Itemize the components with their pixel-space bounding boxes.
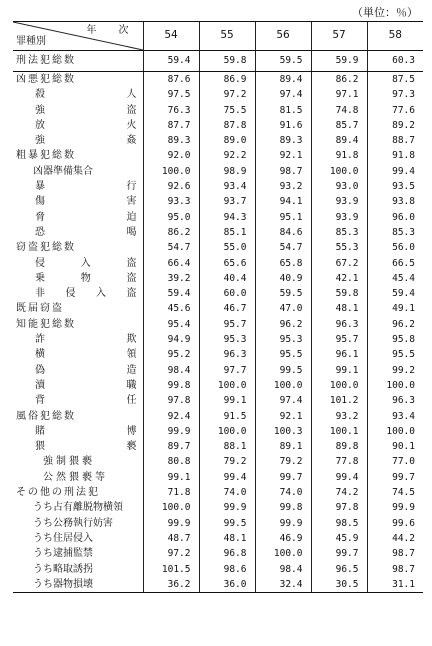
cell-value: 89.3: [143, 133, 199, 148]
cell-value: 99.5: [199, 516, 255, 531]
cell-value: 99.7: [311, 546, 367, 561]
table-row: [13, 516, 423, 531]
year-54: 54: [143, 22, 199, 51]
cell-value: 40.9: [255, 271, 311, 286]
cell-value: 95.1: [255, 210, 311, 225]
cell-value: 92.1: [255, 409, 311, 424]
table-row: [13, 500, 423, 515]
year-58: 58: [367, 22, 423, 51]
cell-value: 88.7: [367, 133, 423, 148]
cell-value: 97.2: [199, 87, 255, 102]
cell-value: 96.3: [311, 317, 367, 332]
cell-value: 30.5: [311, 577, 367, 593]
table-row: [13, 103, 423, 118]
cell-value: 46.7: [199, 301, 255, 316]
cell-value: 91.8: [367, 148, 423, 163]
cell-value: 100.1: [311, 424, 367, 439]
cell-value: 96.2: [255, 317, 311, 332]
row-label: 乗 物 盗: [35, 272, 137, 284]
cell-value: 96.0: [367, 210, 423, 225]
row-label: 窃盗犯総数: [16, 242, 76, 254]
row-label: 風俗犯総数: [16, 410, 76, 422]
table-row: [13, 118, 423, 133]
cell-value: 99.9: [255, 516, 311, 531]
row-label: 凶悪犯総数: [16, 74, 76, 85]
cell-value: 60.3: [367, 51, 423, 72]
cell-value: 96.3: [367, 393, 423, 408]
cell-value: 40.4: [199, 271, 255, 286]
cell-value: 66.4: [143, 256, 199, 271]
table-row: [13, 424, 423, 439]
table-row: [13, 393, 423, 408]
cell-value: 84.6: [255, 225, 311, 240]
cell-value: 90.1: [367, 439, 423, 454]
cell-value: 59.8: [199, 51, 255, 72]
cell-value: 49.1: [367, 301, 423, 316]
row-label: 粗暴犯総数: [16, 150, 76, 162]
cell-value: 74.8: [311, 103, 367, 118]
cell-value: 98.9: [199, 164, 255, 179]
row-label: 賭 博: [35, 425, 137, 437]
row-label: うち略取誘拐: [33, 563, 93, 575]
cell-value: 87.5: [367, 72, 423, 88]
cell-value: 59.5: [255, 51, 311, 72]
cell-value: 100.0: [367, 424, 423, 439]
row-label: うち占有離脱物横領: [33, 502, 123, 514]
row-label: 強制猥褻: [43, 456, 95, 468]
cell-value: 66.5: [367, 256, 423, 271]
header-corner: [13, 22, 143, 51]
cell-value: 93.4: [199, 179, 255, 194]
cell-value: 99.8: [143, 378, 199, 393]
row-label: 暴 行: [35, 181, 137, 193]
cell-value: 31.1: [367, 577, 423, 593]
cell-value: 89.2: [367, 118, 423, 133]
cell-value: 93.9: [311, 194, 367, 209]
cell-value: 99.4: [311, 470, 367, 485]
row-label: うち逮捕監禁: [33, 548, 93, 560]
cell-value: 97.8: [311, 500, 367, 515]
cell-value: 59.8: [311, 286, 367, 301]
cell-value: 45.9: [311, 531, 367, 546]
cell-value: 97.3: [367, 87, 423, 102]
cell-value: 92.2: [199, 148, 255, 163]
cell-value: 71.8: [143, 485, 199, 500]
cell-value: 59.4: [367, 286, 423, 301]
cell-value: 48.1: [311, 301, 367, 316]
cell-value: 77.8: [311, 454, 367, 469]
cell-value: 92.0: [143, 148, 199, 163]
table-row: [13, 51, 423, 72]
cell-value: 87.6: [143, 72, 199, 88]
table-row: [13, 546, 423, 561]
cell-value: 92.4: [143, 409, 199, 424]
cell-value: 65.6: [199, 256, 255, 271]
cell-value: 95.0: [143, 210, 199, 225]
cell-value: 98.7: [255, 164, 311, 179]
cell-value: 99.7: [367, 470, 423, 485]
cell-value: 96.2: [367, 317, 423, 332]
cell-value: 96.8: [199, 546, 255, 561]
cell-value: 93.3: [143, 194, 199, 209]
cell-value: 100.0: [367, 378, 423, 393]
cell-value: 77.6: [367, 103, 423, 118]
table-row: [13, 577, 423, 593]
row-label: 背 任: [35, 395, 137, 407]
cell-value: 74.2: [311, 485, 367, 500]
cell-value: 99.4: [367, 164, 423, 179]
table-row: [13, 286, 423, 301]
cell-value: 88.1: [199, 439, 255, 454]
table-row: [13, 271, 423, 286]
table-row: [13, 72, 423, 88]
row-label: 凶器準備集合: [33, 165, 93, 177]
table-row: [13, 210, 423, 225]
cell-value: 81.5: [255, 103, 311, 118]
row-label: 偽 造: [35, 364, 137, 376]
table-row: [13, 409, 423, 424]
cell-value: 95.5: [367, 347, 423, 362]
unit-note: （単位：％）: [352, 6, 418, 19]
cell-value: 48.7: [143, 531, 199, 546]
row-label: うち住居侵入: [33, 532, 93, 544]
row-label: 既届窃盗: [16, 303, 64, 315]
cell-value: 99.1: [143, 470, 199, 485]
table-row: [13, 133, 423, 148]
cell-value: 87.8: [199, 118, 255, 133]
cell-value: 95.7: [311, 332, 367, 347]
cell-value: 98.7: [367, 546, 423, 561]
row-label: 横 領: [35, 349, 137, 361]
cell-value: 98.4: [255, 562, 311, 577]
cell-value: 89.0: [199, 133, 255, 148]
cell-value: 99.5: [255, 363, 311, 378]
cell-value: 93.9: [311, 210, 367, 225]
cell-value: 74.0: [199, 485, 255, 500]
table-row: [13, 347, 423, 362]
cell-value: 93.4: [367, 409, 423, 424]
cell-value: 94.1: [255, 194, 311, 209]
cell-value: 74.0: [255, 485, 311, 500]
cell-value: 95.3: [255, 332, 311, 347]
table-row: [13, 240, 423, 255]
table-row: [13, 363, 423, 378]
cell-value: 86.2: [143, 225, 199, 240]
cell-value: 85.3: [367, 225, 423, 240]
cell-value: 101.5: [143, 562, 199, 577]
cell-value: 89.4: [255, 72, 311, 88]
cell-value: 97.8: [143, 393, 199, 408]
cell-value: 98.5: [311, 516, 367, 531]
cell-value: 55.3: [311, 240, 367, 255]
year-55: 55: [199, 22, 255, 51]
cell-value: 99.7: [255, 470, 311, 485]
table-row: [13, 164, 423, 179]
cell-value: 100.0: [143, 164, 199, 179]
cell-value: 92.1: [255, 148, 311, 163]
cell-value: 89.3: [255, 133, 311, 148]
cell-value: 45.4: [367, 271, 423, 286]
table-row: [13, 470, 423, 485]
header-row: [13, 22, 423, 51]
row-label: 侵 入 盗: [35, 257, 137, 269]
row-label: 放 火: [35, 119, 137, 131]
cell-value: 92.6: [143, 179, 199, 194]
cell-value: 99.9: [199, 500, 255, 515]
row-label: 詐 欺: [35, 334, 137, 346]
cell-value: 93.7: [199, 194, 255, 209]
cell-value: 89.4: [311, 133, 367, 148]
cell-value: 89.8: [311, 439, 367, 454]
table-row: [13, 225, 423, 240]
cell-value: 98.7: [367, 562, 423, 577]
cell-value: 36.0: [199, 577, 255, 593]
table-row: [13, 301, 423, 316]
cell-value: 95.2: [143, 347, 199, 362]
cell-value: 100.0: [199, 378, 255, 393]
cell-value: 79.2: [199, 454, 255, 469]
cell-value: 86.9: [199, 72, 255, 88]
row-label: 瀆 職: [35, 379, 137, 391]
cell-value: 89.1: [255, 439, 311, 454]
table-row: [13, 531, 423, 546]
cell-value: 32.4: [255, 577, 311, 593]
cell-value: 79.2: [255, 454, 311, 469]
table-row: [13, 378, 423, 393]
cell-value: 95.4: [143, 317, 199, 332]
cell-value: 47.0: [255, 301, 311, 316]
cell-value: 95.8: [367, 332, 423, 347]
row-label: 強 盗: [35, 104, 137, 116]
cell-value: 94.9: [143, 332, 199, 347]
cell-value: 99.9: [143, 424, 199, 439]
table-row: [13, 332, 423, 347]
cell-value: 99.8: [255, 500, 311, 515]
cell-value: 100.0: [199, 424, 255, 439]
cell-value: 59.5: [255, 286, 311, 301]
cell-value: 76.3: [143, 103, 199, 118]
row-label: 知能犯総数: [16, 318, 76, 330]
cell-value: 44.2: [367, 531, 423, 546]
cell-value: 42.1: [311, 271, 367, 286]
cell-value: 91.6: [255, 118, 311, 133]
cell-value: 93.8: [367, 194, 423, 209]
cell-value: 48.1: [199, 531, 255, 546]
row-label: 公然猥褻等: [43, 471, 108, 483]
cell-value: 99.1: [311, 363, 367, 378]
row-label: 脅 迫: [35, 211, 137, 223]
cell-value: 95.7: [199, 317, 255, 332]
row-label: 猥 褻: [35, 441, 137, 453]
table-row: [13, 317, 423, 332]
cell-value: 97.5: [143, 87, 199, 102]
row-label: その他の刑法犯: [16, 487, 100, 499]
cell-value: 99.9: [367, 500, 423, 515]
cell-value: 93.2: [311, 409, 367, 424]
row-label: 強 姦: [35, 135, 137, 147]
cell-value: 93.5: [367, 179, 423, 194]
row-label: 非 侵 入 盗: [35, 288, 137, 300]
cell-value: 97.4: [255, 393, 311, 408]
cell-value: 95.3: [199, 332, 255, 347]
cell-value: 54.7: [255, 240, 311, 255]
header-category-label: 罪種別: [16, 35, 46, 47]
cell-value: 100.0: [255, 378, 311, 393]
cell-value: 85.3: [311, 225, 367, 240]
row-label: うち公務執行妨害: [33, 517, 113, 529]
cell-value: 59.4: [143, 286, 199, 301]
cell-value: 95.5: [255, 347, 311, 362]
cell-value: 36.2: [143, 577, 199, 593]
cell-value: 99.2: [367, 363, 423, 378]
cell-value: 99.1: [199, 393, 255, 408]
cell-value: 56.0: [367, 240, 423, 255]
cell-value: 94.3: [199, 210, 255, 225]
cell-value: 100.0: [311, 378, 367, 393]
cell-value: 93.0: [311, 179, 367, 194]
header-year-label: 年 次: [86, 25, 135, 36]
table-row: [13, 148, 423, 163]
table-row: [13, 454, 423, 469]
year-56: 56: [255, 22, 311, 51]
cell-value: 85.1: [199, 225, 255, 240]
cell-value: 91.8: [311, 148, 367, 163]
cell-value: 101.2: [311, 393, 367, 408]
cell-value: 80.8: [143, 454, 199, 469]
row-label: うち器物損壊: [13, 577, 143, 593]
table-row: [13, 562, 423, 577]
row-label: 殺 人: [35, 89, 137, 101]
cell-value: 98.6: [199, 562, 255, 577]
row-label: 刑法犯総数: [13, 51, 143, 72]
cell-value: 85.7: [311, 118, 367, 133]
cell-value: 96.3: [199, 347, 255, 362]
cell-value: 45.6: [143, 301, 199, 316]
cell-value: 99.9: [143, 516, 199, 531]
row-label: 恐 喝: [35, 226, 137, 238]
cell-value: 100.0: [255, 546, 311, 561]
cell-value: 99.4: [199, 470, 255, 485]
cell-value: 55.0: [199, 240, 255, 255]
table-row: [13, 485, 423, 500]
cell-value: 65.8: [255, 256, 311, 271]
cell-value: 89.7: [143, 439, 199, 454]
cell-value: 59.9: [311, 51, 367, 72]
cell-value: 91.5: [199, 409, 255, 424]
cell-value: 75.5: [199, 103, 255, 118]
cell-value: 87.7: [143, 118, 199, 133]
table-row: [13, 179, 423, 194]
row-label: 傷 害: [35, 196, 137, 208]
table-row: [13, 256, 423, 271]
cell-value: 96.5: [311, 562, 367, 577]
cell-value: 77.0: [367, 454, 423, 469]
table-row: [13, 87, 423, 102]
cell-value: 54.7: [143, 240, 199, 255]
cell-value: 98.4: [143, 363, 199, 378]
cell-value: 99.6: [367, 516, 423, 531]
cell-value: 100.0: [311, 164, 367, 179]
cell-value: 74.5: [367, 485, 423, 500]
cell-value: 97.1: [311, 87, 367, 102]
cell-value: 86.2: [311, 72, 367, 88]
cell-value: 46.9: [255, 531, 311, 546]
cell-value: 100.3: [255, 424, 311, 439]
table-row: [13, 194, 423, 209]
cell-value: 60.0: [199, 286, 255, 301]
crime-rate-table: [13, 21, 423, 593]
cell-value: 93.2: [255, 179, 311, 194]
year-57: 57: [311, 22, 367, 51]
cell-value: 39.2: [143, 271, 199, 286]
cell-value: 100.0: [143, 500, 199, 515]
table-row: [13, 439, 423, 454]
cell-value: 96.1: [311, 347, 367, 362]
cell-value: 67.2: [311, 256, 367, 271]
cell-value: 97.4: [255, 87, 311, 102]
cell-value: 59.4: [143, 51, 199, 72]
cell-value: 97.2: [143, 546, 199, 561]
cell-value: 97.7: [199, 363, 255, 378]
